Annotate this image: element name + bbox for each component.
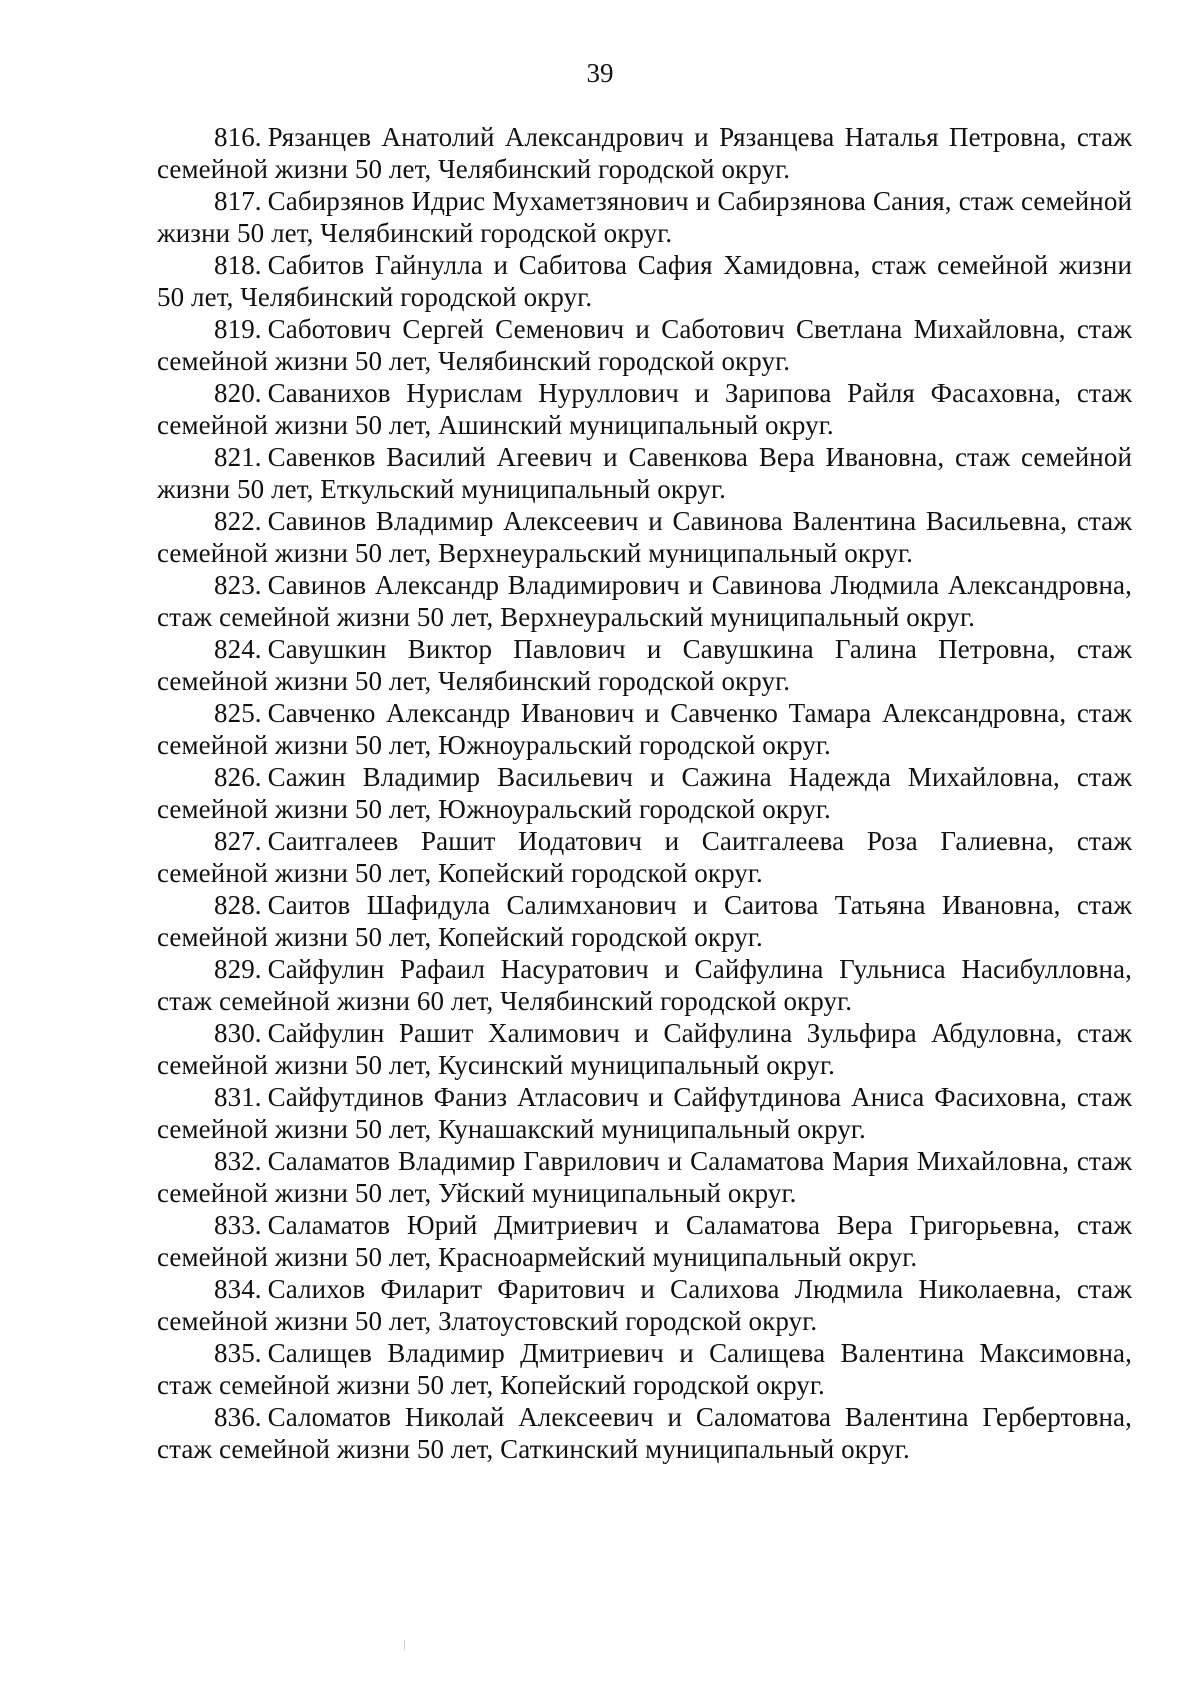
list-item xyxy=(157,633,1132,697)
entry-text: Сабирзянов Идрис Мухаметзянович и Сабирзянова Сания, стаж семейной жизни 50 лет, Челябинский городской округ. xyxy=(157,186,1132,248)
entry-number: 816. xyxy=(214,122,262,152)
entry-number: 832. xyxy=(214,1146,262,1176)
list-item xyxy=(157,1017,1132,1081)
entry-text: Сабитов Гайнулла и Сабитова Сафия Хамидовна, стаж семейной жизни 50 лет, Челябинский городской округ. xyxy=(157,250,1132,312)
list-item xyxy=(157,1145,1132,1209)
entry-text: Саитгалеев Рашит Иодатович и Саитгалеева Роза Галиевна, стаж семейной жизни 50 лет, Копейский городской округ. xyxy=(157,826,1132,888)
list-item xyxy=(157,1401,1132,1465)
entry-text: Саванихов Нурислам Нуруллович и Зарипова Райля Фасаховна, стаж семейной жизни 50 лет, Ашинский муниципальный округ. xyxy=(157,378,1132,440)
entry-number: 830. xyxy=(214,1018,262,1048)
list-item xyxy=(157,505,1132,569)
entry-text: Савинов Владимир Алексеевич и Савинова Валентина Васильевна, стаж семейной жизни 50 лет, Верхнеуральский муниципальный округ. xyxy=(157,506,1132,568)
entry-number: 821. xyxy=(214,442,262,472)
entry-text: Сайфутдинов Фаниз Атласович и Сайфутдинова Аниса Фасиховна, стаж семейной жизни 50 лет, Кунашакский муниципальный округ. xyxy=(157,1082,1132,1144)
list-item xyxy=(157,825,1132,889)
entry-number: 829. xyxy=(214,954,262,984)
page-number: 39 xyxy=(586,58,614,88)
list-item xyxy=(157,697,1132,761)
list-item xyxy=(157,121,1132,185)
list-item xyxy=(157,313,1132,377)
list-item xyxy=(157,1273,1132,1337)
entry-number: 836. xyxy=(214,1402,262,1432)
entry-text: Савушкин Виктор Павлович и Савушкина Галина Петровна, стаж семейной жизни 50 лет, Челябинский городской округ. xyxy=(157,634,1132,696)
entry-number: 822. xyxy=(214,506,262,536)
list-item xyxy=(157,249,1132,313)
entry-number: 827. xyxy=(214,826,262,856)
entry-text: Савенков Василий Агеевич и Савенкова Вера Ивановна, стаж семейной жизни 50 лет, Еткульский муниципальный округ. xyxy=(157,442,1132,504)
entry-text: Салищев Владимир Дмитриевич и Салищева Валентина Максимовна, стаж семейной жизни 50 лет, Копейский городской округ. xyxy=(157,1338,1132,1400)
entry-text: Саламатов Юрий Дмитриевич и Саламатова Вера Григорьевна, стаж семейной жизни 50 лет, Красноармейский муниципальный округ. xyxy=(157,1210,1132,1272)
entry-number: 835. xyxy=(214,1338,262,1368)
entry-number: 831. xyxy=(214,1082,262,1112)
entry-text: Рязанцев Анатолий Александрович и Рязанцева Наталья Петровна, стаж семейной жизни 50 лет, Челябинский городской округ. xyxy=(157,122,1132,184)
entry-text: Сажин Владимир Васильевич и Сажина Надежда Михайловна, стаж семейной жизни 50 лет, Южноуральский городской округ. xyxy=(157,762,1132,824)
list-item xyxy=(157,185,1132,249)
list-item xyxy=(157,441,1132,505)
entry-number: 817. xyxy=(214,186,262,216)
entry-text: Сайфулин Рашит Халимович и Сайфулина Зульфира Абдуловна, стаж семейной жизни 50 лет, Кусинский муниципальный округ. xyxy=(157,1018,1132,1080)
entry-text: Савинов Александр Владимирович и Савинова Людмила Александровна, стаж семейной жизни 50 лет, Верхнеуральский муниципальный округ. xyxy=(157,570,1132,632)
list-item xyxy=(157,761,1132,825)
entry-text: Саламатов Владимир Гаврилович и Саламатова Мария Михайловна, стаж семейной жизни 50 лет, Уйский муниципальный округ. xyxy=(157,1146,1132,1208)
list-item xyxy=(157,569,1132,633)
entry-number: 826. xyxy=(214,762,262,792)
list-item xyxy=(157,953,1132,1017)
entry-number: 819. xyxy=(214,314,262,344)
entry-number: 824. xyxy=(214,634,262,664)
entry-number: 833. xyxy=(214,1210,262,1240)
entry-text: Сайфулин Рафаил Насуратович и Сайфулина Гульниса Насибулловна, стаж семейной жизни 60 лет, Челябинский городской округ. xyxy=(157,954,1132,1016)
list-item xyxy=(157,1209,1132,1273)
list-item xyxy=(157,1081,1132,1145)
entry-text: Саитов Шафидула Салимханович и Саитова Татьяна Ивановна, стаж семейной жизни 50 лет, Копейский городской округ. xyxy=(157,890,1132,952)
entry-text: Салихов Филарит Фаритович и Салихова Людмила Николаевна, стаж семейной жизни 50 лет, Златоустовский городской округ. xyxy=(157,1274,1132,1336)
entry-number: 834. xyxy=(214,1274,262,1304)
scan-artifact xyxy=(404,1640,405,1650)
entry-text: Савченко Александр Иванович и Савченко Тамара Александровна, стаж семейной жизни 50 лет, Южноуральский городской округ. xyxy=(157,698,1132,760)
list-item xyxy=(157,1337,1132,1401)
entry-text: Саломатов Николай Алексеевич и Саломатова Валентина Гербертовна, стаж семейной жизни 50 лет, Саткинский муниципальный округ. xyxy=(157,1402,1132,1464)
entry-number: 825. xyxy=(214,698,262,728)
entry-number: 828. xyxy=(214,890,262,920)
entry-text: Саботович Сергей Семенович и Саботович Светлана Михайловна, стаж семейной жизни 50 лет, Челябинский городской округ. xyxy=(157,314,1132,376)
entries-list xyxy=(157,121,1132,1465)
entry-number: 818. xyxy=(214,250,262,280)
list-item xyxy=(157,377,1132,441)
entry-number: 823. xyxy=(214,570,262,600)
entry-number: 820. xyxy=(214,378,262,408)
list-item xyxy=(157,889,1132,953)
